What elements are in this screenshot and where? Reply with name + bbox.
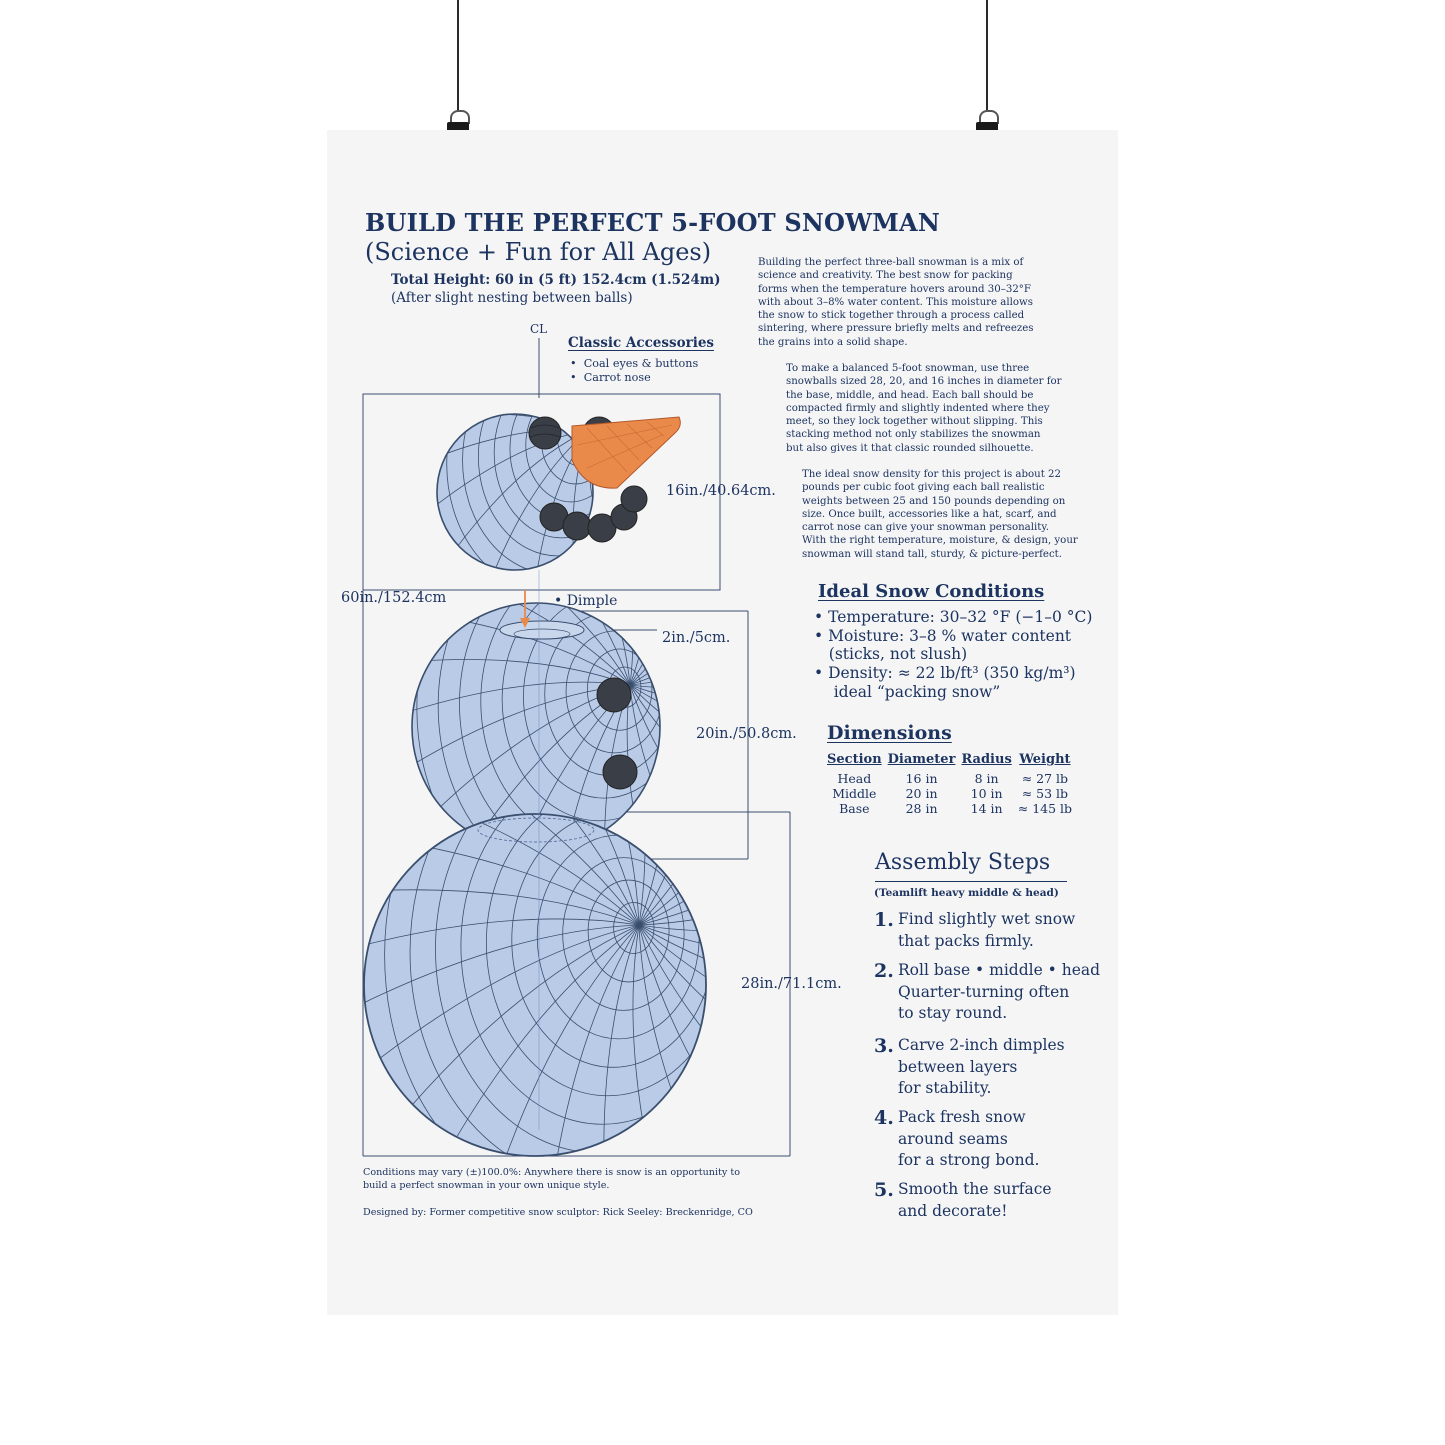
assembly-step-2 bbox=[874, 960, 1100, 1025]
step-number: 4. bbox=[874, 1107, 894, 1129]
dimensions-table bbox=[824, 752, 1075, 816]
table-cell: 28 in bbox=[905, 801, 938, 816]
table-cell: Head bbox=[837, 771, 872, 786]
footer-credit: Designed by: Former competitive snow sculptor: Rick Seeley: Breckenridge, CO bbox=[363, 1207, 753, 1218]
table-cell: 10 in bbox=[970, 786, 1003, 801]
condition-moisture: • Moisture: 3–8 % water content bbox=[814, 626, 1072, 645]
hanging-wire-right bbox=[986, 0, 988, 112]
dimple-label: • Dimple bbox=[554, 593, 618, 609]
assembly-step-3 bbox=[874, 1035, 1065, 1100]
assembly-step-1 bbox=[874, 909, 1075, 952]
total-height: Total Height: 60 in (5 ft) 152.4cm (1.524m) bbox=[391, 272, 721, 288]
condition-moisture-note: (sticks, not slush) bbox=[814, 645, 968, 664]
coal-button-upper bbox=[597, 678, 631, 712]
table-cell: 20 in bbox=[905, 786, 938, 801]
centerline-symbol: CL bbox=[530, 322, 548, 336]
accessory-item-2: • Carrot nose bbox=[570, 371, 651, 384]
assembly-step-4 bbox=[874, 1107, 1039, 1172]
dimensions-header-row bbox=[824, 752, 1075, 771]
coal-button-lower bbox=[603, 755, 637, 789]
poster-subtitle: (Science + Fun for All Ages) bbox=[365, 238, 712, 266]
table-row bbox=[824, 801, 1075, 816]
step-text: Find slightly wet snow that packs firmly. bbox=[898, 910, 1076, 950]
poster-title: BUILD THE PERFECT 5-FOOT SNOWMAN bbox=[365, 208, 940, 237]
conditions-list bbox=[814, 608, 1092, 702]
step-number: 1. bbox=[874, 909, 894, 931]
assembly-title: Assembly Steps bbox=[875, 850, 1051, 875]
col-radius: Radius bbox=[961, 752, 1012, 767]
intro-paragraph-1: Building the perfect three-ball snowman is a mix of science and creativity. The best snow for packing forms when the temperature hovers around 30–32°F with about 3–8% water content. This moisture allows the snow to stick together through a process called sintering, where pressure briefly melts and refreezes the grains into a solid shape. bbox=[758, 257, 1034, 348]
assembly-subtitle: (Teamlift heavy middle & head) bbox=[874, 887, 1059, 899]
condition-temperature: • Temperature: 30–32 °F (−1–0 °C) bbox=[814, 608, 1093, 626]
step-text: Smooth the surface and decorate! bbox=[898, 1180, 1052, 1220]
step-text: Roll base • middle • head Quarter-turning often to stay round. bbox=[898, 961, 1101, 1022]
table-cell: ≈ 145 lb bbox=[1017, 801, 1073, 816]
nesting-note: (After slight nesting between balls) bbox=[391, 290, 633, 306]
table-cell: Base bbox=[839, 801, 870, 816]
step-number: 2. bbox=[874, 960, 894, 982]
assembly-title-rule bbox=[875, 881, 1067, 882]
conditions-title: Ideal Snow Conditions bbox=[818, 581, 1045, 602]
step-text: Pack fresh snow around seams for a strong bond. bbox=[898, 1108, 1040, 1169]
head-dimension: 16in./40.64cm. bbox=[666, 483, 776, 499]
table-cell: ≈ 27 lb bbox=[1021, 771, 1069, 786]
carrot-nose bbox=[572, 417, 680, 488]
intro-paragraph-3: The ideal snow density for this project is about 22 pounds per cubic foot giving each ball realistic weights between 25 and 150 pounds depending on size. Once built, accessories like a hat, scarf, and carrot nose can give your snowman personality. With the right temperature, moisture, & design, your snowman will stand tall, sturdy, & picture-perfect. bbox=[802, 469, 1078, 560]
coal-eye-left bbox=[529, 417, 561, 449]
table-cell: ≈ 53 lb bbox=[1021, 786, 1069, 801]
dimple-middle bbox=[500, 621, 584, 639]
table-cell: 8 in bbox=[974, 771, 999, 786]
step-number: 5. bbox=[874, 1179, 894, 1201]
base-dimension: 28in./71.1cm. bbox=[741, 976, 842, 992]
table-cell: Middle bbox=[832, 786, 877, 801]
accessories-title: Classic Accessories bbox=[568, 335, 715, 351]
total-dimension: 60in./152.4cm bbox=[341, 590, 447, 606]
dimple-dimension: 2in./5cm. bbox=[662, 630, 731, 646]
middle-dimension: 20in./50.8cm. bbox=[696, 726, 797, 742]
dimensions-title: Dimensions bbox=[827, 722, 952, 744]
step-text: Carve 2-inch dimples between layers for stability. bbox=[898, 1036, 1065, 1097]
col-section: Section bbox=[827, 752, 882, 767]
condition-density-note: ideal “packing snow” bbox=[814, 682, 1001, 701]
assembly-step-5 bbox=[874, 1179, 1052, 1222]
hanging-wire-left bbox=[457, 0, 459, 112]
table-row bbox=[824, 771, 1075, 786]
col-weight: Weight bbox=[1019, 752, 1071, 767]
table-row bbox=[824, 786, 1075, 801]
table-cell: 14 in bbox=[970, 801, 1003, 816]
col-diameter: Diameter bbox=[887, 752, 956, 767]
footer-disclaimer: Conditions may vary (±)100.0%: Anywhere there is snow is an opportunity to build a perfect snowman in your own unique style. bbox=[363, 1167, 740, 1191]
accessories-list bbox=[570, 357, 698, 385]
poster bbox=[327, 130, 1118, 1315]
table-cell: 16 in bbox=[905, 771, 938, 786]
intro-paragraph-2: To make a balanced 5-foot snowman, use three snowballs sized 28, 20, and 16 inches in diameter for the base, middle, and head. Each ball should be compacted firmly and slightly indented where they meet, so they lock together without slipping. This stacking method not only stabilizes the snowman but also gives it that classic rounded silhouette. bbox=[786, 363, 1062, 454]
step-number: 3. bbox=[874, 1035, 894, 1057]
accessory-item-1: • Coal eyes & buttons bbox=[570, 357, 699, 370]
condition-density: • Density: ≈ 22 lb/ft³ (350 kg/m³) bbox=[814, 664, 1076, 683]
